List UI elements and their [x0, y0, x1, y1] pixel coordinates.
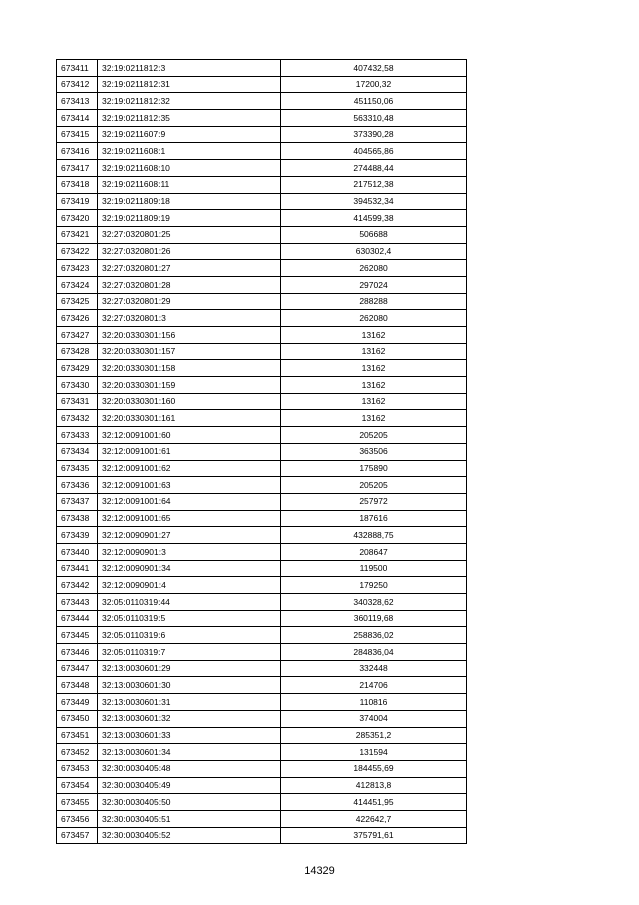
cadastral-value-cell: 262080 — [281, 310, 467, 327]
cadastral-value-cell: 13162 — [281, 327, 467, 344]
row-number-cell: 673436 — [57, 477, 98, 494]
cadastral-number-cell: 32:13:0030601:34 — [98, 744, 281, 761]
table-row — [57, 610, 467, 627]
table-row — [57, 427, 467, 444]
cadastral-number-cell: 32:19:0211809:19 — [98, 210, 281, 227]
page-number: 14329 — [304, 865, 335, 877]
table-row — [57, 744, 467, 761]
cadastral-value-cell: 258836,02 — [281, 627, 467, 644]
cadastral-number-cell: 32:27:0320801:27 — [98, 260, 281, 277]
table-body — [57, 60, 467, 844]
cadastral-number-cell: 32:05:0110319:6 — [98, 627, 281, 644]
cadastral-number-cell: 32:13:0030601:33 — [98, 727, 281, 744]
cadastral-value-cell: 13162 — [281, 343, 467, 360]
table-row — [57, 677, 467, 694]
cadastral-value-cell: 217512,38 — [281, 176, 467, 193]
row-number-cell: 673416 — [57, 143, 98, 160]
cadastral-value-cell: 179250 — [281, 577, 467, 594]
table-row — [57, 460, 467, 477]
cadastral-number-cell: 32:13:0030601:32 — [98, 710, 281, 727]
cadastral-number-cell: 32:05:0110319:44 — [98, 594, 281, 611]
table-row — [57, 810, 467, 827]
row-number-cell: 673457 — [57, 827, 98, 844]
table-row — [57, 594, 467, 611]
cadastral-value-cell: 360119,68 — [281, 610, 467, 627]
row-number-cell: 673423 — [57, 260, 98, 277]
cadastral-value-cell: 214706 — [281, 677, 467, 694]
cadastral-value-cell: 414599,38 — [281, 210, 467, 227]
row-number-cell: 673441 — [57, 560, 98, 577]
cadastral-value-cell: 257972 — [281, 493, 467, 510]
cadastral-value-cell: 131594 — [281, 744, 467, 761]
row-number-cell: 673413 — [57, 93, 98, 110]
row-number-cell: 673440 — [57, 543, 98, 560]
cadastral-number-cell: 32:13:0030601:30 — [98, 677, 281, 694]
cadastral-value-cell: 208647 — [281, 543, 467, 560]
cadastral-number-cell: 32:12:0091001:60 — [98, 427, 281, 444]
table-row — [57, 243, 467, 260]
row-number-cell: 673418 — [57, 176, 98, 193]
cadastral-number-cell: 32:19:0211608:11 — [98, 176, 281, 193]
cadastral-value-cell: 284836,04 — [281, 644, 467, 661]
cadastral-value-cell: 373390,28 — [281, 126, 467, 143]
table-row — [57, 160, 467, 177]
cadastral-value-cell: 363506 — [281, 443, 467, 460]
row-number-cell: 673456 — [57, 810, 98, 827]
table-row — [57, 777, 467, 794]
row-number-cell: 673435 — [57, 460, 98, 477]
table-row — [57, 577, 467, 594]
row-number-cell: 673425 — [57, 293, 98, 310]
table-row — [57, 226, 467, 243]
cadastral-value-cell: 412813,8 — [281, 777, 467, 794]
row-number-cell: 673442 — [57, 577, 98, 594]
row-number-cell: 673429 — [57, 360, 98, 377]
row-number-cell: 673447 — [57, 660, 98, 677]
table-row — [57, 694, 467, 711]
row-number-cell: 673428 — [57, 343, 98, 360]
cadastral-value-cell: 184455,69 — [281, 760, 467, 777]
table-row — [57, 293, 467, 310]
cadastral-number-cell: 32:12:0091001:63 — [98, 477, 281, 494]
cadastral-number-cell: 32:19:0211812:3 — [98, 60, 281, 77]
table-row — [57, 377, 467, 394]
cadastral-number-cell: 32:27:0320801:26 — [98, 243, 281, 260]
cadastral-value-cell: 205205 — [281, 427, 467, 444]
cadastral-number-cell: 32:12:0091001:62 — [98, 460, 281, 477]
row-number-cell: 673432 — [57, 410, 98, 427]
table-row — [57, 543, 467, 560]
cadastral-value-cell: 13162 — [281, 410, 467, 427]
row-number-cell: 673452 — [57, 744, 98, 761]
table-row — [57, 126, 467, 143]
cadastral-value-cell: 394532,34 — [281, 193, 467, 210]
table-row — [57, 193, 467, 210]
cadastral-number-cell: 32:20:0330301:161 — [98, 410, 281, 427]
row-number-cell: 673420 — [57, 210, 98, 227]
table-row — [57, 93, 467, 110]
row-number-cell: 673439 — [57, 527, 98, 544]
cadastral-value-cell: 297024 — [281, 276, 467, 293]
table-row — [57, 827, 467, 844]
table-row — [57, 727, 467, 744]
table-row — [57, 393, 467, 410]
cadastral-number-cell: 32:27:0320801:28 — [98, 276, 281, 293]
row-number-cell: 673412 — [57, 76, 98, 93]
table-row — [57, 260, 467, 277]
cadastral-number-cell: 32:19:0211812:35 — [98, 110, 281, 127]
row-number-cell: 673444 — [57, 610, 98, 627]
cadastral-number-cell: 32:19:0211607:9 — [98, 126, 281, 143]
cadastral-number-cell: 32:30:0030405:48 — [98, 760, 281, 777]
cadastral-value-cell: 506688 — [281, 226, 467, 243]
row-number-cell: 673437 — [57, 493, 98, 510]
cadastral-number-cell: 32:20:0330301:156 — [98, 327, 281, 344]
cadastral-value-cell: 340328,62 — [281, 594, 467, 611]
row-number-cell: 673422 — [57, 243, 98, 260]
table-row — [57, 527, 467, 544]
table-row — [57, 360, 467, 377]
cadastral-value-table — [56, 59, 467, 844]
table-row — [57, 627, 467, 644]
cadastral-number-cell: 32:27:0320801:3 — [98, 310, 281, 327]
row-number-cell: 673454 — [57, 777, 98, 794]
cadastral-number-cell: 32:30:0030405:52 — [98, 827, 281, 844]
row-number-cell: 673433 — [57, 427, 98, 444]
row-number-cell: 673449 — [57, 694, 98, 711]
cadastral-value-cell: 375791,61 — [281, 827, 467, 844]
table-row — [57, 760, 467, 777]
cadastral-value-cell: 17200,32 — [281, 76, 467, 93]
table-row — [57, 327, 467, 344]
row-number-cell: 673427 — [57, 327, 98, 344]
row-number-cell: 673411 — [57, 60, 98, 77]
row-number-cell: 673438 — [57, 510, 98, 527]
cadastral-value-cell: 332448 — [281, 660, 467, 677]
table-row — [57, 310, 467, 327]
row-number-cell: 673448 — [57, 677, 98, 694]
cadastral-value-cell: 119500 — [281, 560, 467, 577]
cadastral-number-cell: 32:12:0090901:34 — [98, 560, 281, 577]
row-number-cell: 673453 — [57, 760, 98, 777]
cadastral-number-cell: 32:12:0091001:65 — [98, 510, 281, 527]
cadastral-value-cell: 422642,7 — [281, 810, 467, 827]
cadastral-number-cell: 32:12:0090901:4 — [98, 577, 281, 594]
cadastral-value-cell: 175890 — [281, 460, 467, 477]
cadastral-number-cell: 32:20:0330301:157 — [98, 343, 281, 360]
table-row — [57, 510, 467, 527]
cadastral-number-cell: 32:13:0030601:31 — [98, 694, 281, 711]
cadastral-number-cell: 32:20:0330301:160 — [98, 393, 281, 410]
cadastral-value-cell: 432888,75 — [281, 527, 467, 544]
cadastral-value-cell: 451150,06 — [281, 93, 467, 110]
table-row — [57, 143, 467, 160]
table-row — [57, 560, 467, 577]
row-number-cell: 673430 — [57, 377, 98, 394]
table-row — [57, 660, 467, 677]
cadastral-number-cell: 32:30:0030405:49 — [98, 777, 281, 794]
cadastral-number-cell: 32:19:0211812:32 — [98, 93, 281, 110]
cadastral-number-cell: 32:27:0320801:29 — [98, 293, 281, 310]
cadastral-number-cell: 32:19:0211809:18 — [98, 193, 281, 210]
cadastral-value-cell: 205205 — [281, 477, 467, 494]
row-number-cell: 673434 — [57, 443, 98, 460]
row-number-cell: 673419 — [57, 193, 98, 210]
table-row — [57, 176, 467, 193]
cadastral-value-cell: 274488,44 — [281, 160, 467, 177]
cadastral-number-cell: 32:05:0110319:7 — [98, 644, 281, 661]
cadastral-number-cell: 32:05:0110319:5 — [98, 610, 281, 627]
table-row — [57, 410, 467, 427]
cadastral-value-cell: 110816 — [281, 694, 467, 711]
row-number-cell: 673431 — [57, 393, 98, 410]
cadastral-value-cell: 414451,95 — [281, 794, 467, 811]
row-number-cell: 673451 — [57, 727, 98, 744]
cadastral-value-cell: 285351,2 — [281, 727, 467, 744]
row-number-cell: 673450 — [57, 710, 98, 727]
cadastral-number-cell: 32:12:0090901:3 — [98, 543, 281, 560]
row-number-cell: 673443 — [57, 594, 98, 611]
row-number-cell: 673414 — [57, 110, 98, 127]
table-row — [57, 477, 467, 494]
cadastral-number-cell: 32:20:0330301:159 — [98, 377, 281, 394]
row-number-cell: 673455 — [57, 794, 98, 811]
table-row — [57, 794, 467, 811]
cadastral-value-cell: 630302,4 — [281, 243, 467, 260]
row-number-cell: 673424 — [57, 276, 98, 293]
row-number-cell: 673446 — [57, 644, 98, 661]
cadastral-number-cell: 32:19:0211608:1 — [98, 143, 281, 160]
cadastral-value-cell: 13162 — [281, 393, 467, 410]
table-row — [57, 710, 467, 727]
cadastral-value-cell: 262080 — [281, 260, 467, 277]
table-row — [57, 276, 467, 293]
table-row — [57, 60, 467, 77]
row-number-cell: 673445 — [57, 627, 98, 644]
cadastral-number-cell: 32:12:0091001:61 — [98, 443, 281, 460]
row-number-cell: 673417 — [57, 160, 98, 177]
cadastral-number-cell: 32:12:0090901:27 — [98, 527, 281, 544]
cadastral-number-cell: 32:30:0030405:50 — [98, 794, 281, 811]
table-row — [57, 343, 467, 360]
row-number-cell: 673421 — [57, 226, 98, 243]
cadastral-number-cell: 32:13:0030601:29 — [98, 660, 281, 677]
table-row — [57, 443, 467, 460]
cadastral-number-cell: 32:19:0211812:31 — [98, 76, 281, 93]
cadastral-number-cell: 32:20:0330301:158 — [98, 360, 281, 377]
row-number-cell: 673415 — [57, 126, 98, 143]
cadastral-value-cell: 13162 — [281, 377, 467, 394]
cadastral-value-cell: 13162 — [281, 360, 467, 377]
table-row — [57, 493, 467, 510]
cadastral-number-cell: 32:27:0320801:25 — [98, 226, 281, 243]
cadastral-value-cell: 288288 — [281, 293, 467, 310]
cadastral-number-cell: 32:30:0030405:51 — [98, 810, 281, 827]
cadastral-number-cell: 32:12:0091001:64 — [98, 493, 281, 510]
cadastral-value-cell: 404565,86 — [281, 143, 467, 160]
cadastral-value-cell: 407432,58 — [281, 60, 467, 77]
row-number-cell: 673426 — [57, 310, 98, 327]
table-row — [57, 210, 467, 227]
table-row — [57, 76, 467, 93]
cadastral-value-cell: 187616 — [281, 510, 467, 527]
cadastral-value-cell: 374004 — [281, 710, 467, 727]
table-row — [57, 644, 467, 661]
cadastral-number-cell: 32:19:0211608:10 — [98, 160, 281, 177]
cadastral-value-cell: 563310,48 — [281, 110, 467, 127]
table-row — [57, 110, 467, 127]
